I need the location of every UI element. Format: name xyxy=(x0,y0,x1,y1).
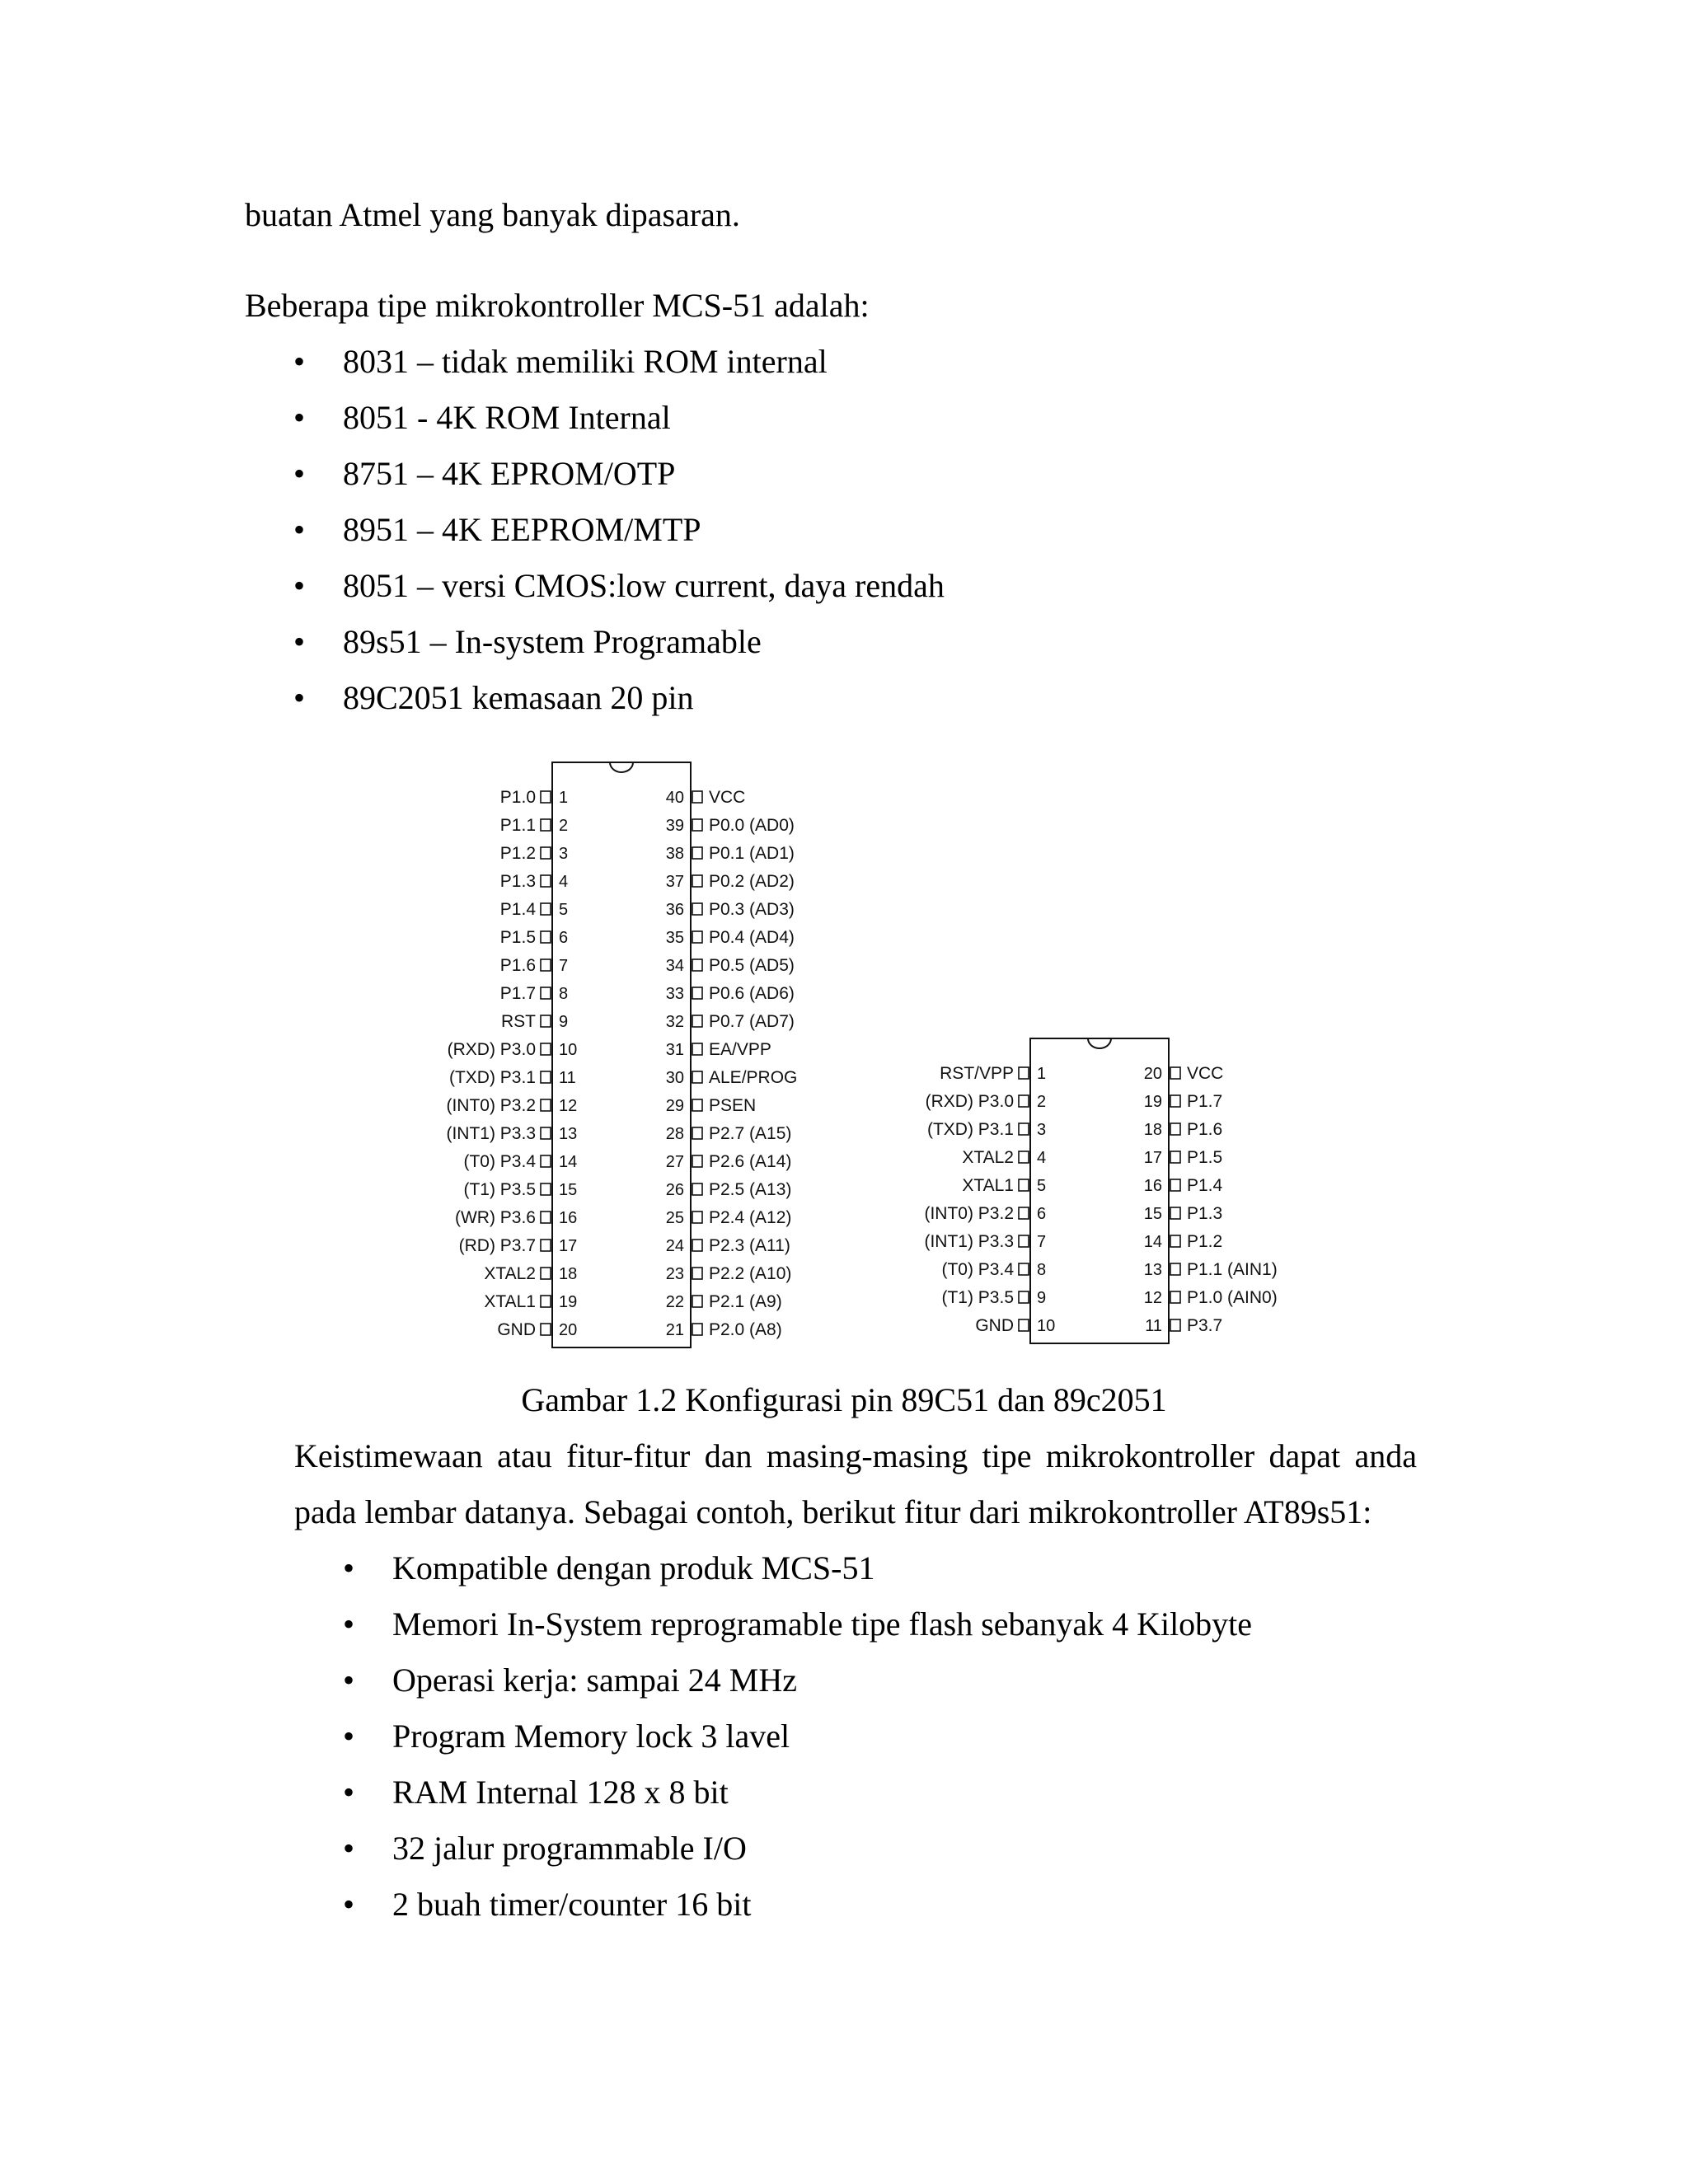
dip40-pin-label: P2.1 (A9) xyxy=(709,1292,782,1311)
dip40-pin-label: RST xyxy=(501,1012,536,1031)
dip20-pin-number: 15 xyxy=(1143,1205,1162,1223)
bullet-icon: • xyxy=(343,1830,355,1867)
dip20-pin-label: XTAL1 xyxy=(962,1176,1014,1195)
list-item-text: 8751 – 4K EPROM/OTP xyxy=(343,455,676,492)
dip40-pin-pad-icon xyxy=(541,1296,551,1307)
dip40-pin-label: P1.0 xyxy=(499,788,536,807)
dip40-pin-label: P1.2 xyxy=(499,844,536,863)
dip20-pin-number: 7 xyxy=(1037,1233,1047,1251)
dip40-pin-pad-icon xyxy=(541,1268,551,1279)
dip40-pin-label: P0.0 (AD0) xyxy=(709,816,795,835)
dip40-pin-number: 34 xyxy=(665,957,684,975)
dip40-pin-number: 29 xyxy=(665,1097,684,1115)
dip40-pin-number: 4 xyxy=(559,873,569,891)
dip40-pin-label: P1.1 xyxy=(499,816,536,835)
dip20-pin-number: 11 xyxy=(1145,1317,1162,1335)
dip40-pin-label: (INT1) P3.3 xyxy=(446,1124,536,1143)
bullet-icon: • xyxy=(343,1718,355,1755)
dip40-pin-label: (T0) P3.4 xyxy=(463,1152,536,1171)
dip40-pin-number: 23 xyxy=(665,1265,684,1283)
dip20-pin-number: 16 xyxy=(1143,1177,1162,1195)
dip40-pin-pad-icon xyxy=(692,1071,702,1083)
dip20-pin-pad-icon xyxy=(1019,1179,1029,1191)
dip40-pin-label: P0.6 (AD6) xyxy=(709,984,795,1003)
list-item-text: 32 jalur programmable I/O xyxy=(392,1830,747,1867)
dip40-pin-pad-icon xyxy=(541,1240,551,1251)
bullet-icon: • xyxy=(293,343,306,380)
dip20-pin-number: 19 xyxy=(1143,1093,1162,1111)
dip20-pin-number: 3 xyxy=(1037,1121,1047,1139)
list-item-text: Memori In-System reprogramable tipe flash sebanyak 4 Kilobyte xyxy=(392,1605,1253,1643)
dip40-pin-number: 7 xyxy=(559,957,569,975)
dip20-pin-label: P1.7 xyxy=(1187,1092,1223,1111)
dip20-pin-number: 4 xyxy=(1037,1149,1047,1167)
dip40-pin-number: 30 xyxy=(665,1069,684,1087)
dip40-pin-number: 13 xyxy=(559,1125,578,1143)
dip20-pin-pad-icon xyxy=(1170,1095,1180,1107)
dip20-pin-pad-icon xyxy=(1170,1067,1180,1079)
dip40-pin-number: 26 xyxy=(665,1181,684,1199)
bullet-icon: • xyxy=(293,399,306,436)
bullet-icon: • xyxy=(293,679,306,716)
dip40-pin-pad-icon xyxy=(692,791,702,803)
dip40-pin-number: 39 xyxy=(665,817,684,835)
dip40-pin-label: P0.7 (AD7) xyxy=(709,1012,795,1031)
bullet-icon: • xyxy=(343,1661,355,1699)
dip40-pin-label: EA/VPP xyxy=(709,1040,771,1059)
dip40-pin-label: (WR) P3.6 xyxy=(454,1208,536,1227)
dip40-pin-label: P2.6 (A14) xyxy=(709,1152,792,1171)
bullet-icon: • xyxy=(293,511,306,548)
dip20-pin-label: (INT1) P3.3 xyxy=(924,1232,1014,1251)
dip20-pin-pad-icon xyxy=(1170,1123,1180,1135)
dip40-pin-pad-icon xyxy=(541,903,551,915)
dip40-pin-number: 27 xyxy=(665,1153,684,1171)
dip40-pin-pad-icon xyxy=(541,1183,551,1195)
list-item-text: 8951 – 4K EEPROM/MTP xyxy=(343,511,701,548)
dip40-pin-number: 25 xyxy=(665,1209,684,1227)
list-item-text: 8031 – tidak memiliki ROM internal xyxy=(343,343,828,380)
dip20-pin-number: 5 xyxy=(1037,1177,1047,1195)
list-item-text: Program Memory lock 3 lavel xyxy=(392,1718,790,1755)
dip40-pin-number: 12 xyxy=(559,1097,578,1115)
dip40-pin-label: P2.4 (A12) xyxy=(709,1208,792,1227)
dip40-pin-number: 40 xyxy=(665,789,684,807)
dip40-pin-label: ALE/PROG xyxy=(709,1068,798,1087)
dip40-pin-label: VCC xyxy=(709,788,746,807)
dip40-pin-pad-icon xyxy=(541,819,551,831)
dip40-pin-number: 35 xyxy=(665,929,684,947)
dip20-pin-label: P1.0 (AIN0) xyxy=(1187,1288,1278,1307)
dip40-pin-label: XTAL1 xyxy=(484,1292,536,1311)
dip40-pin-pad-icon xyxy=(541,987,551,999)
bullet-icon: • xyxy=(293,623,306,660)
bullet-icon: • xyxy=(293,455,306,492)
dip20-pin-number: 12 xyxy=(1143,1289,1162,1307)
dip40-pin-label: P0.1 (AD1) xyxy=(709,844,795,863)
dip20-pin-number: 9 xyxy=(1037,1289,1047,1307)
list-item-text: 8051 – versi CMOS:low current, daya rendah xyxy=(343,567,945,604)
dip40-pin-pad-icon xyxy=(692,1099,702,1111)
dip40-pin-label: P2.2 (A10) xyxy=(709,1264,792,1283)
features-intro-line-2: pada lembar datanya. Sebagai contoh, berikut fitur dari mikrokontroller AT89s51: xyxy=(294,1493,1372,1530)
dip40-pin-label: P1.6 xyxy=(499,956,536,975)
dip20-pin-label: VCC xyxy=(1187,1064,1224,1083)
dip20-pin-pad-icon xyxy=(1170,1263,1180,1275)
pin-diagram xyxy=(412,750,1319,1368)
dip20-pin-pad-icon xyxy=(1019,1067,1029,1079)
dip20-pin-label: P1.2 xyxy=(1187,1232,1223,1251)
dip40-pin-pad-icon xyxy=(541,1015,551,1027)
dip40-pin-pad-icon xyxy=(692,1296,702,1307)
dip40-pin-pad-icon xyxy=(541,847,551,859)
dip40-pin-number: 31 xyxy=(665,1041,684,1059)
dip20-pin-label: P1.4 xyxy=(1187,1176,1223,1195)
dip40-pin-pad-icon xyxy=(541,959,551,971)
dip40-pin-number: 36 xyxy=(665,901,684,919)
dip40-pin-pad-icon xyxy=(692,903,702,915)
dip40-pin-number: 33 xyxy=(665,985,684,1003)
dip40-pin-number: 6 xyxy=(559,929,569,947)
dip20-pin-number: 2 xyxy=(1037,1093,1047,1111)
dip20-pin-label: P1.5 xyxy=(1187,1148,1223,1167)
dip40-pin-pad-icon xyxy=(692,847,702,859)
dip40-pin-pad-icon xyxy=(692,1127,702,1139)
dip40-pin-number: 8 xyxy=(559,985,569,1003)
dip40-pin-pad-icon xyxy=(692,1043,702,1055)
dip20-pin-pad-icon xyxy=(1019,1319,1029,1331)
dip40-pin-pad-icon xyxy=(692,1240,702,1251)
dip20-pin-pad-icon xyxy=(1019,1123,1029,1135)
dip40-pin-label: (RXD) P3.0 xyxy=(447,1040,536,1059)
features-intro-line-1: Keistimewaan atau fitur-fitur dan masing-masing tipe mikrokontroller dapat anda xyxy=(294,1437,1417,1474)
dip40-pin-label: (INT0) P3.2 xyxy=(446,1096,536,1115)
dip40-pin-pad-icon xyxy=(692,1324,702,1335)
dip40-pin-number: 11 xyxy=(559,1069,576,1087)
dip20-pin-label: P3.7 xyxy=(1187,1316,1223,1335)
dip40-pin-pad-icon xyxy=(692,987,702,999)
dip40-pin-number: 14 xyxy=(559,1153,578,1171)
dip20-pin-label: (RXD) P3.0 xyxy=(925,1092,1014,1111)
dip20-pin-label: (TXD) P3.1 xyxy=(926,1120,1014,1139)
dip40-pin-label: P0.4 (AD4) xyxy=(709,928,795,947)
pin-configuration-figure xyxy=(412,750,1319,1368)
dip40-pin-number: 28 xyxy=(665,1125,684,1143)
list-item-text: 8051 - 4K ROM Internal xyxy=(343,399,671,436)
dip20-pin-pad-icon xyxy=(1019,1291,1029,1303)
dip40-pin-number: 21 xyxy=(665,1321,684,1339)
dip40-pin-label: P0.5 (AD5) xyxy=(709,956,795,975)
bullet-icon: • xyxy=(343,1886,355,1923)
dip20-pin-number: 20 xyxy=(1143,1065,1162,1083)
dip40-pin-pad-icon xyxy=(541,931,551,943)
dip40-pin-pad-icon xyxy=(541,1043,551,1055)
dip40-pin-pad-icon xyxy=(692,819,702,831)
dip20-pin-label: XTAL2 xyxy=(962,1148,1014,1167)
dip40-pin-label: P0.2 (AD2) xyxy=(709,872,795,891)
list-item-text: 89C2051 kemasaan 20 pin xyxy=(343,679,694,716)
dip40-pin-label: P1.4 xyxy=(499,900,536,919)
dip40-pin-label: PSEN xyxy=(709,1096,757,1115)
list-item-text: Kompatible dengan produk MCS-51 xyxy=(392,1549,875,1586)
dip40-pin-pad-icon xyxy=(541,1155,551,1167)
list-item-text: Operasi kerja: sampai 24 MHz xyxy=(392,1661,797,1699)
dip20-pin-pad-icon xyxy=(1170,1291,1180,1303)
dip20-pin-label: GND xyxy=(975,1316,1014,1335)
intro-line: buatan Atmel yang banyak dipasaran. xyxy=(245,196,740,233)
dip40-pin-label: P2.3 (A11) xyxy=(709,1236,790,1255)
dip20-pin-number: 14 xyxy=(1143,1233,1162,1251)
dip40-pin-pad-icon xyxy=(692,959,702,971)
dip40-pin-pad-icon xyxy=(692,875,702,887)
dip40-pin-label: XTAL2 xyxy=(484,1264,536,1283)
dip40-pin-label: (TXD) P3.1 xyxy=(448,1068,536,1087)
dip40-pin-number: 10 xyxy=(559,1041,578,1059)
list-item-text: RAM Internal 128 x 8 bit xyxy=(392,1774,729,1811)
dip40-pin-number: 22 xyxy=(665,1293,684,1311)
dip40-pin-label: GND xyxy=(497,1320,536,1339)
dip20-pin-pad-icon xyxy=(1019,1263,1029,1275)
dip40-pin-pad-icon xyxy=(692,1212,702,1223)
dip20-pin-pad-icon xyxy=(1019,1207,1029,1219)
dip40-pin-label: P1.5 xyxy=(499,928,536,947)
dip20-pin-label: (T0) P3.4 xyxy=(941,1260,1014,1279)
dip40-pin-pad-icon xyxy=(541,791,551,803)
dip40-pin-label: P2.7 (A15) xyxy=(709,1124,792,1143)
bullet-icon: • xyxy=(343,1605,355,1643)
dip40-pin-number: 16 xyxy=(559,1209,578,1227)
dip20-pin-pad-icon xyxy=(1019,1151,1029,1163)
dip40-pin-label: P2.5 (A13) xyxy=(709,1180,792,1199)
dip40-pin-label: P0.3 (AD3) xyxy=(709,900,795,919)
dip40-pin-number: 18 xyxy=(559,1265,578,1283)
dip40-pin-number: 38 xyxy=(665,845,684,863)
dip40-pin-pad-icon xyxy=(541,1212,551,1223)
dip40-pin-number: 15 xyxy=(559,1181,578,1199)
dip40-pin-number: 24 xyxy=(665,1237,684,1255)
dip40-pin-pad-icon xyxy=(541,1099,551,1111)
dip20-pin-number: 10 xyxy=(1037,1317,1056,1335)
dip20-pin-label: P1.3 xyxy=(1187,1204,1223,1223)
dip20-pin-number: 6 xyxy=(1037,1205,1047,1223)
dip20-pin-label: (INT0) P3.2 xyxy=(924,1204,1014,1223)
dip40-pin-pad-icon xyxy=(692,931,702,943)
dip20-pin-label: (T1) P3.5 xyxy=(941,1288,1014,1307)
dip20-pin-pad-icon xyxy=(1170,1235,1180,1247)
dip20-pin-pad-icon xyxy=(1019,1235,1029,1247)
dip40-pin-number: 32 xyxy=(665,1013,684,1031)
dip20-pin-number: 18 xyxy=(1143,1121,1162,1139)
dip40-pin-pad-icon xyxy=(541,875,551,887)
dip40-pin-number: 9 xyxy=(559,1013,569,1031)
dip40-pin-pad-icon xyxy=(692,1155,702,1167)
dip40-pin-label: P2.0 (A8) xyxy=(709,1320,782,1339)
dip20-pin-number: 8 xyxy=(1037,1261,1047,1279)
bullet-icon: • xyxy=(343,1549,355,1586)
dip20-pin-label: RST/VPP xyxy=(940,1064,1014,1083)
dip20-pin-pad-icon xyxy=(1019,1095,1029,1107)
dip40-pin-number: 5 xyxy=(559,901,569,919)
bullet-icon: • xyxy=(293,567,306,604)
dip20-pin-number: 1 xyxy=(1037,1065,1047,1083)
features-intro xyxy=(294,1428,1417,1540)
types-heading: Beberapa tipe mikrokontroller MCS-51 adalah: xyxy=(245,287,870,324)
dip40-pin-pad-icon xyxy=(541,1127,551,1139)
dip20-pin-pad-icon xyxy=(1170,1151,1180,1163)
dip40-pin-label: P1.3 xyxy=(499,872,536,891)
dip40-pin-number: 17 xyxy=(559,1237,578,1255)
dip40-pin-pad-icon xyxy=(692,1268,702,1279)
list-item-text: 89s51 – In-system Programable xyxy=(343,623,762,660)
dip40-pin-number: 20 xyxy=(559,1321,578,1339)
figure-caption: Gambar 1.2 Konfigurasi pin 89C51 dan 89c2051 xyxy=(521,1381,1167,1418)
dip40-pin-label: P1.7 xyxy=(499,984,536,1003)
dip40-pin-number: 37 xyxy=(665,873,684,891)
dip40-pin-number: 3 xyxy=(559,845,569,863)
dip40-pin-number: 2 xyxy=(559,817,569,835)
dip40-pin-pad-icon xyxy=(541,1071,551,1083)
dip40-pin-pad-icon xyxy=(541,1324,551,1335)
dip20-pin-number: 17 xyxy=(1143,1149,1162,1167)
dip40-pin-pad-icon xyxy=(692,1183,702,1195)
list-item-text: 2 buah timer/counter 16 bit xyxy=(392,1886,752,1923)
dip40-pin-number: 1 xyxy=(559,789,569,807)
dip20-pin-number: 13 xyxy=(1143,1261,1162,1279)
dip40-pin-pad-icon xyxy=(692,1015,702,1027)
dip40-pin-label: (RD) P3.7 xyxy=(458,1236,536,1255)
dip20-pin-pad-icon xyxy=(1170,1179,1180,1191)
dip20-pin-label: P1.6 xyxy=(1187,1120,1223,1139)
dip20-pin-pad-icon xyxy=(1170,1319,1180,1331)
bullet-icon: • xyxy=(343,1774,355,1811)
dip40-pin-number: 19 xyxy=(559,1293,578,1311)
dip40-pin-label: (T1) P3.5 xyxy=(463,1180,536,1199)
dip20-pin-label: P1.1 (AIN1) xyxy=(1187,1260,1278,1279)
dip20-pin-pad-icon xyxy=(1170,1207,1180,1219)
